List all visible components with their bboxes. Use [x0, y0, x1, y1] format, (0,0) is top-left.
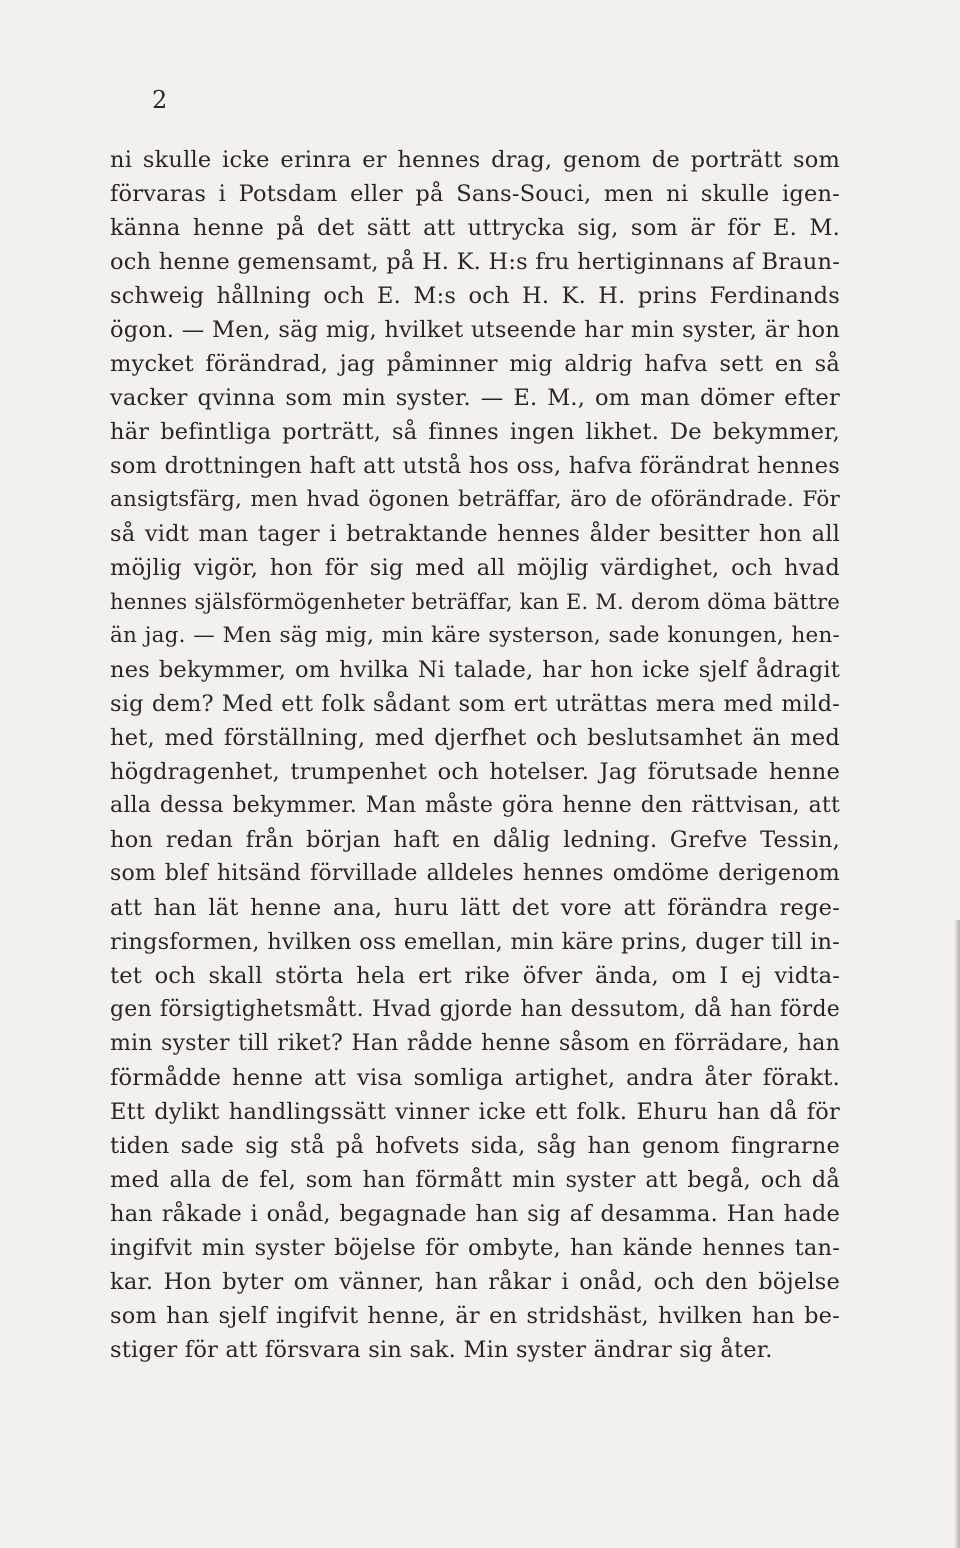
text-line: ansigtsfärg, men hvad ögonen beträffar, äro de oförändrade. För	[110, 487, 840, 512]
text-line: han råkade i onåd, begagnade han sig af desamma. Han hade	[110, 1201, 840, 1227]
text-line: än jag. — Men säg mig, min käre systerson, sade konungen, hen-	[110, 623, 840, 648]
page-number: 2	[152, 86, 168, 114]
text-line: stiger för att försvara sin sak. Min syster ändrar sig åter.	[110, 1337, 773, 1363]
text-line: schweig hållning och E. M:s och H. K. H. prins Ferdinands	[110, 283, 840, 309]
page-edge-shadow	[954, 920, 960, 1548]
text-line: förmådde henne att visa somliga artighet, andra åter förakt.	[110, 1065, 840, 1091]
text-line: tiden sade sig stå på hofvets sida, såg han genom fingrarne	[110, 1133, 840, 1159]
text-line: förvaras i Potsdam eller på Sans-Souci, men ni skulle igen-	[110, 181, 840, 207]
text-line: med alla de fel, som han förmått min syster att begå, och då	[110, 1167, 840, 1193]
text-line: Ett dylikt handlingssätt vinner icke ett folk. Ehuru han då för	[110, 1099, 840, 1125]
text-line: ni skulle icke erinra er hennes drag, genom de porträtt som	[110, 147, 840, 173]
text-line: som blef hitsänd förvillade alldeles hennes omdöme derigenom	[110, 861, 840, 886]
text-line: ringsformen, hvilken oss emellan, min käre prins, duger till in-	[110, 929, 840, 955]
text-line: min syster till riket? Han rådde henne såsom en förrädare, han	[110, 1031, 840, 1056]
text-line: kar. Hon byter om vänner, han råkar i onåd, och den böjelse	[110, 1269, 840, 1295]
body-text	[110, 143, 840, 1367]
text-line: att han lät henne ana, huru lätt det vore att förändra rege-	[110, 895, 840, 921]
text-line: nes bekymmer, om hvilka Ni talade, har hon icke sjelf ådragit	[110, 657, 840, 683]
text-line: tet och skall störta hela ert rike öfver ända, om I ej vidta-	[110, 963, 840, 989]
text-line: het, med förställning, med djerfhet och beslutsamhet än med	[110, 725, 840, 751]
text-line: sig dem? Med ett folk sådant som ert uträttas mera med mild-	[110, 691, 840, 717]
text-line: hon redan från början haft en dålig ledning. Grefve Tessin,	[110, 827, 840, 853]
text-line: ingifvit min syster böjelse för ombyte, han kände hennes tan-	[110, 1235, 840, 1261]
text-line: och henne gemensamt, på H. K. H:s fru hertiginnans af Braun-	[110, 249, 840, 275]
text-line: mycket förändrad, jag påminner mig aldrig hafva sett en så	[110, 351, 840, 377]
text-line: känna henne på det sätt att uttrycka sig, som är för E. M.	[110, 215, 840, 241]
text-line: gen försigtighetsmått. Hvad gjorde han dessutom, då han förde	[110, 997, 840, 1022]
text-line: ögon. — Men, säg mig, hvilket utseende har min syster, är hon	[110, 317, 840, 343]
text-line: så vidt man tager i betraktande hennes ålder besitter hon all	[110, 521, 840, 547]
text-line: här befintliga porträtt, så finnes ingen likhet. De bekymmer,	[110, 419, 840, 445]
text-line: möjlig vigör, hon för sig med all möjlig värdighet, och hvad	[110, 555, 840, 581]
text-line: alla dessa bekymmer. Man måste göra henne den rättvisan, att	[110, 793, 840, 818]
text-line: som han sjelf ingifvit henne, är en stridshäst, hvilken han be-	[110, 1303, 840, 1329]
text-line: som drottningen haft att utstå hos oss, hafva förändrat hennes	[110, 453, 840, 479]
text-line: högdragenhet, trumpenhet och hotelser. Jag förutsade henne	[110, 759, 840, 785]
text-line: vacker qvinna som min syster. — E. M., om man dömer efter	[110, 385, 840, 411]
text-line: hennes själsförmögenheter beträffar, kan E. M. derom döma bättre	[110, 590, 840, 614]
